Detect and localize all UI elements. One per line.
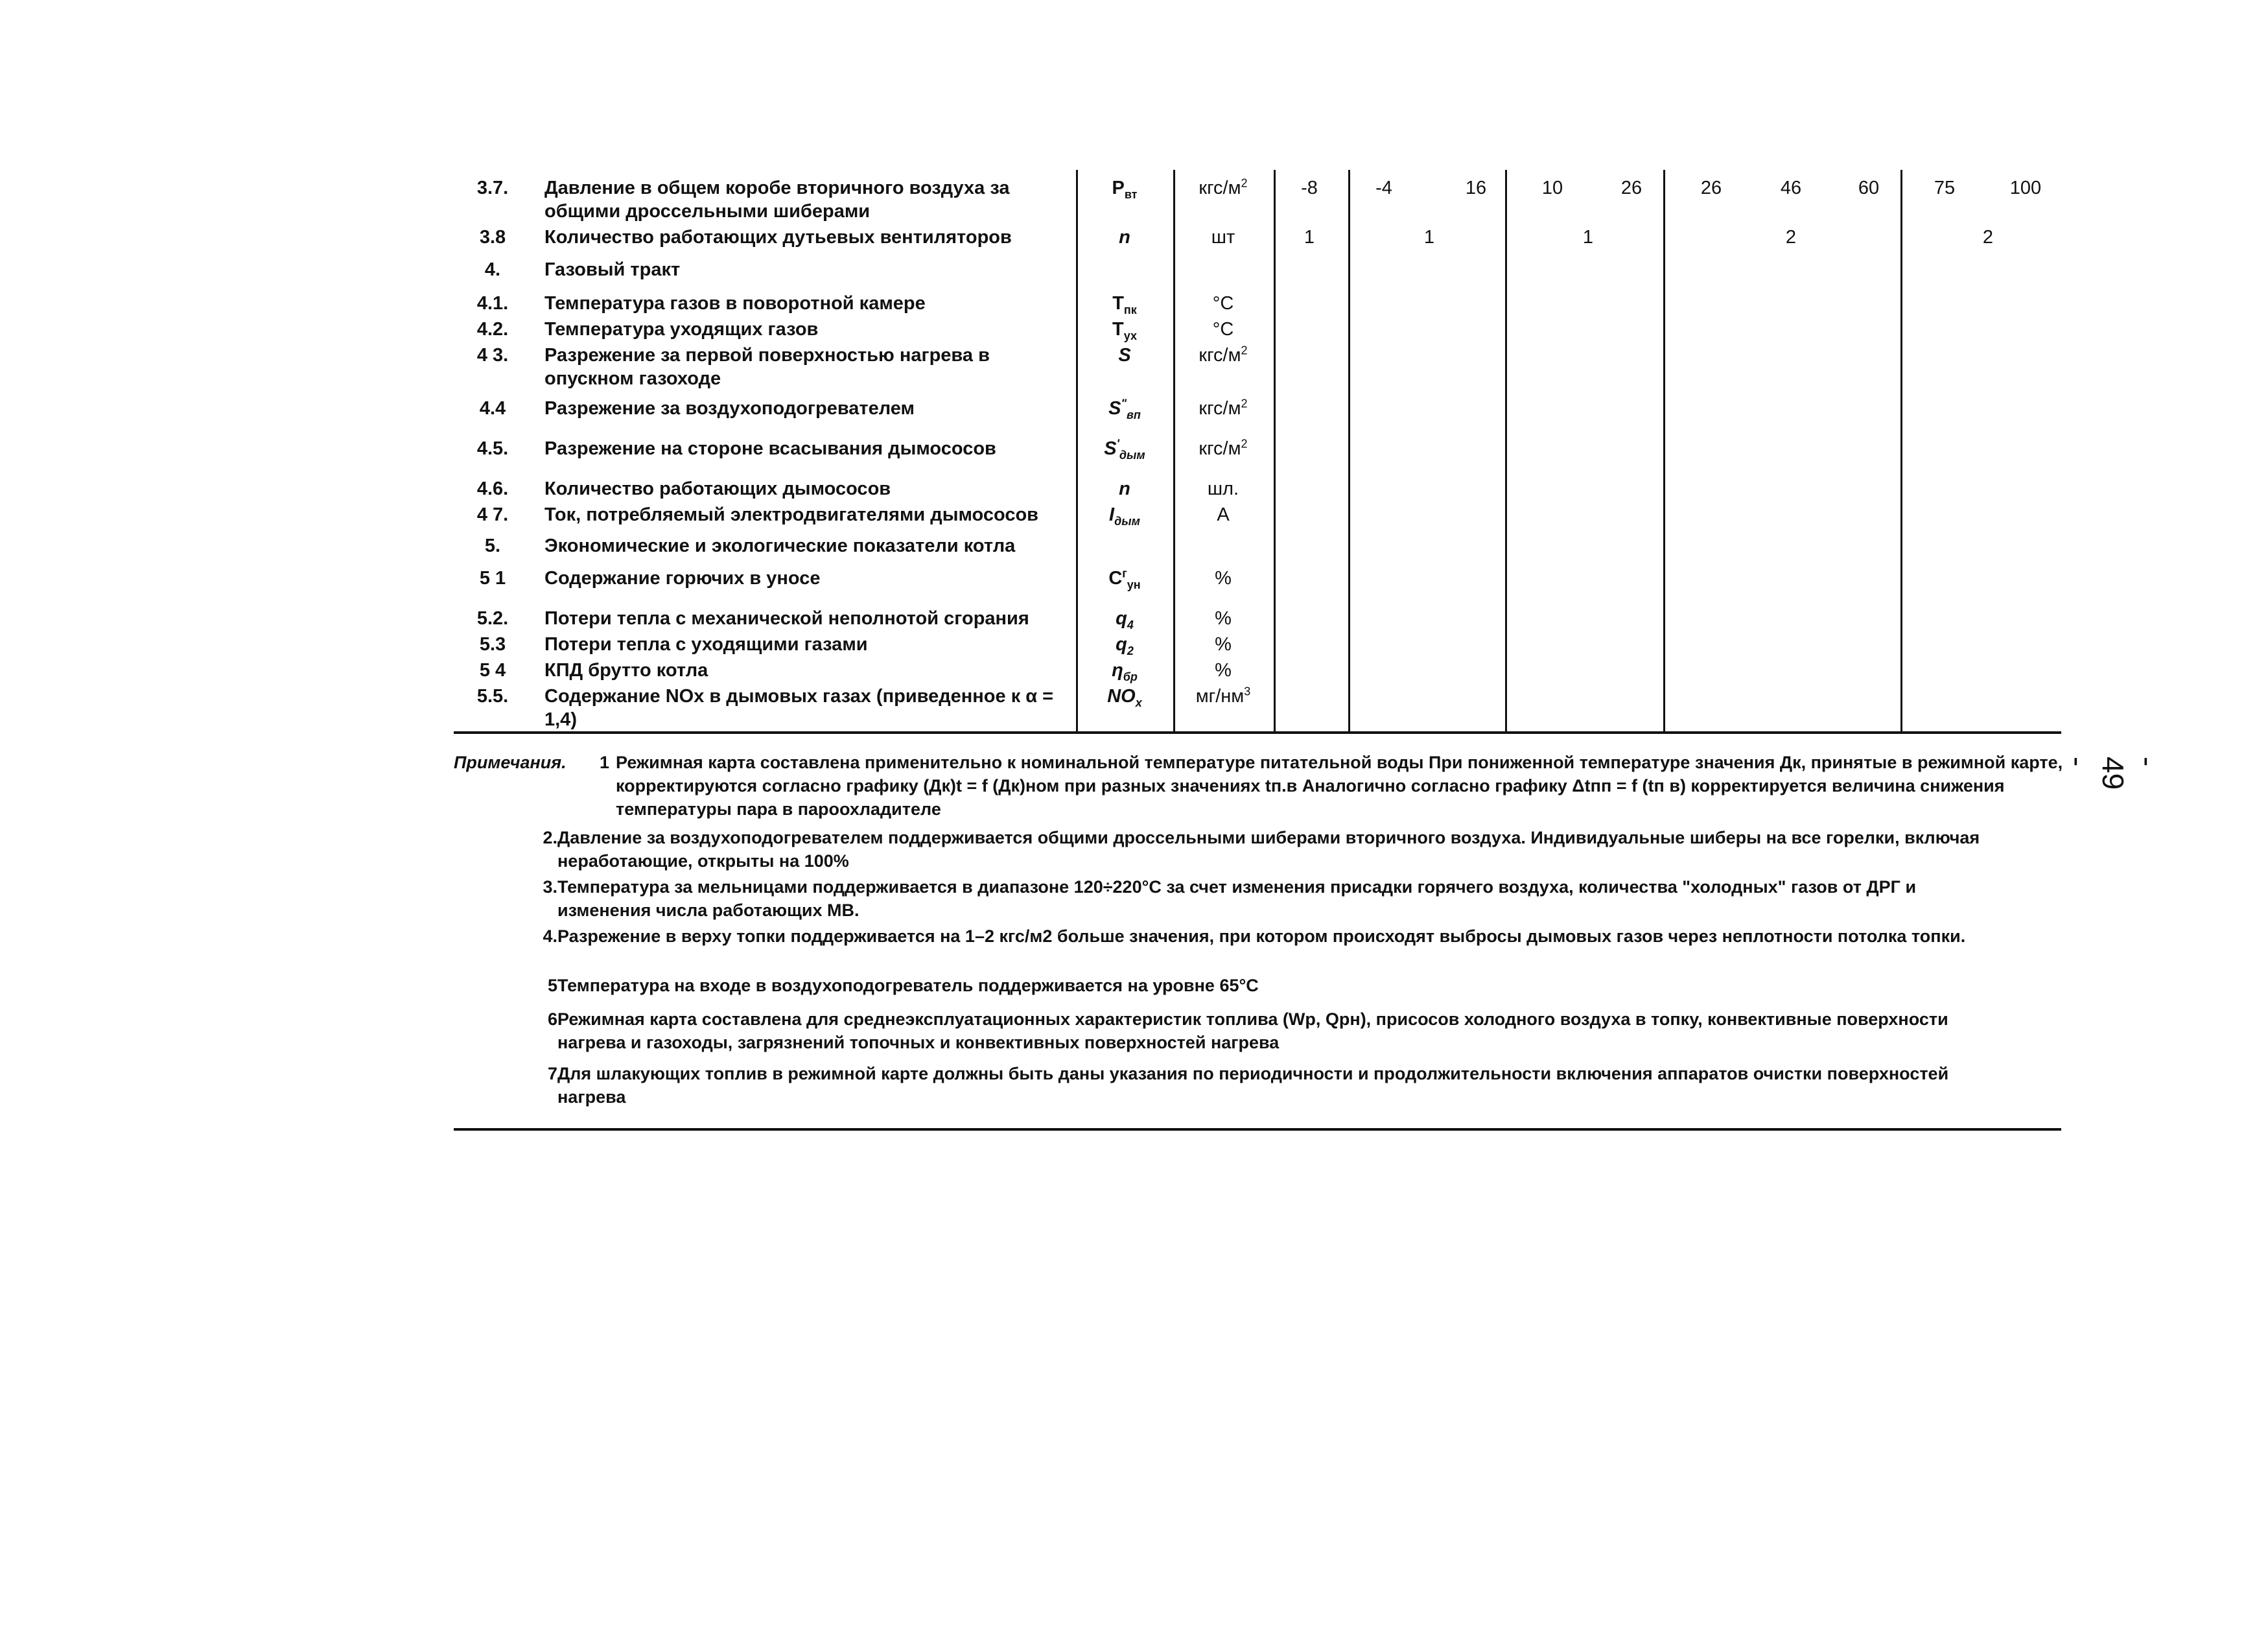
value-cell: 10 (1541, 178, 1563, 198)
note-number: 2. (543, 828, 557, 847)
note-number: 3. (543, 877, 557, 897)
row-label: Разрежение на стороне всасывания дымососов (544, 438, 996, 459)
row-unit: % (1215, 634, 1232, 655)
row-unit: A (1217, 504, 1230, 525)
value-cell: 1 (1304, 227, 1315, 248)
row-label: Разрежение за воздухоподогревателем (544, 398, 915, 419)
value-cell: 100 (2009, 178, 2042, 198)
row-label: Потери тепла с механической неполнотой сгорания (544, 608, 1029, 629)
row-number: 3.8 (479, 227, 506, 248)
regime-card-table (454, 170, 2061, 740)
table-bottom-rule (454, 731, 2061, 734)
note-text: Режимная карта составлена для среднеэксплуатационных характеристик топлива (Wр, Qрн), присосов холодного воздуха в топку, конвективные поверхности нагрева и газоходы, загрязнений топочных и конвективных поверхностей нагрева (557, 1009, 1948, 1052)
value-cell: 60 (1858, 178, 1880, 198)
row-unit: кгс/$м^2$ (1198, 176, 1248, 198)
value-cell: 26 (1700, 178, 1722, 198)
row-number: 4.2. (476, 319, 509, 340)
row-symbol: n (1119, 227, 1130, 248)
row-label: Температура газов в поворотной камере (544, 293, 926, 314)
row-label: Разрежение за первой поверхностью нагрева в опускном газоходе (544, 345, 990, 389)
row-number: 3.7. (476, 178, 509, 198)
note-number: 4. (543, 926, 557, 946)
note-number: 6 (547, 1009, 557, 1029)
note-number: 7 (547, 1064, 557, 1083)
row-unit: кгс/$м^2$ (1198, 437, 1248, 459)
row-symbol: $T_{ух}$ (1112, 319, 1137, 342)
page-number: - 49 - (2061, 757, 2165, 790)
column-divider (1348, 170, 1350, 733)
value-cell: 2 (1785, 227, 1797, 248)
row-symbol: $T_{пк}$ (1112, 293, 1137, 316)
row-number: 5 4 (479, 660, 506, 681)
note-number: 1 (599, 753, 609, 772)
row-number: 5. (484, 536, 501, 556)
notes-bottom-rule (454, 1128, 2061, 1131)
row-number: 4 3. (476, 345, 509, 366)
section-title: Экономические и экологические показатели котла (544, 536, 1016, 556)
row-number: 4.1. (476, 293, 509, 314)
column-divider (1900, 170, 1902, 733)
row-symbol: $C^г_{ун}$ (1108, 567, 1141, 591)
row-unit: кгс/$м^2$ (1198, 344, 1248, 366)
value-cell: 1 (1582, 227, 1594, 248)
row-unit: кгс/$м^2$ (1198, 397, 1248, 419)
row-label: Давление в общем коробе вторичного воздуха за общими дроссельными шиберами (544, 178, 1010, 222)
row-number: 4.5. (476, 438, 509, 459)
note-item (454, 751, 2061, 821)
row-unit: °C (1212, 293, 1234, 314)
row-symbol: $\eta_{бр}$ (1112, 660, 1138, 683)
note-text: Температура на входе в воздухоподогреватель поддерживается на уровне 65°C (557, 976, 1259, 995)
section-title: Газовый тракт (544, 259, 681, 280)
row-number: 5.5. (476, 686, 509, 707)
value-cell: 75 (1934, 178, 1956, 198)
row-unit: шт (1211, 227, 1235, 248)
row-unit: шл. (1207, 478, 1239, 499)
row-number: 5 1 (479, 568, 506, 589)
row-symbol: $I_{дым}$ (1109, 504, 1140, 528)
row-unit: °C (1212, 319, 1234, 340)
row-label: КПД брутто котла (544, 660, 708, 681)
row-unit: % (1215, 660, 1232, 681)
row-label: Ток, потребляемый электродвигателями дымососов (544, 504, 1039, 525)
row-symbol: $NO_x$ (1107, 686, 1142, 709)
row-label: Температура уходящих газов (544, 319, 819, 340)
note-text: Давление за воздухоподогревателем поддерживается общими дроссельными шиберами вторичного воздуха. Индивидуальные шиберы на все горелки, включая неработающие, открыты на 100% (557, 828, 1980, 871)
value-cell: -4 (1375, 178, 1392, 198)
row-symbol: $P_{вт}$ (1112, 178, 1138, 201)
value-cell: 1 (1423, 227, 1435, 248)
row-symbol: $S^"_{вп}$ (1108, 397, 1141, 421)
row-number: 4 7. (476, 504, 509, 525)
row-label: Количество работающих дымососов (544, 478, 891, 499)
row-unit: % (1215, 608, 1232, 629)
note-number: 5 (547, 976, 557, 995)
row-label: Содержание NOx в дымовых газах (приведенное к α = 1,4) (544, 686, 1054, 730)
row-symbol: n (1119, 478, 1130, 499)
note-text: Температура за мельницами поддерживается в диапазоне 120÷220°C за счет изменения присадки горячего воздуха, количества "холодных" газов от ДРГ и изменения числа работающих МВ. (557, 877, 1917, 920)
note-text: Режимная карта составлена применительно к номинальной температуре питательной воды При пониженной температуре значения Дк, принятые в режимной карте, корректируются согласно графику (Дк)t = f (Дк)ном при разных значениях tп.в Аналогично согласно графику Δtпп = f (tп в) корректируется величина снижения температуры пара в пароохладителе (616, 753, 2063, 819)
row-number: 4.6. (476, 478, 509, 499)
notes-heading: Примечания. (454, 753, 567, 772)
row-symbol: S (1118, 345, 1131, 366)
row-label: Содержание горючих в уносе (544, 568, 821, 589)
row-symbol: $q_2$ (1116, 634, 1134, 657)
row-label: Потери тепла с уходящими газами (544, 634, 868, 655)
row-unit: % (1215, 568, 1232, 589)
column-divider (1505, 170, 1507, 733)
column-divider (1663, 170, 1665, 733)
row-symbol: $S'_{дым}$ (1104, 437, 1145, 462)
value-cell: 2 (1982, 227, 1994, 248)
row-number: 4.4 (479, 398, 506, 419)
row-number: 4. (484, 259, 501, 280)
note-text: Для шлакующих топлив в режимной карте должны быть даны указания по периодичности и продолжительности включения аппаратов очистки поверхностей нагрева (557, 1064, 1949, 1107)
row-unit: $мг/нм^3$ (1195, 685, 1251, 707)
value-cell: 26 (1620, 178, 1643, 198)
row-label: Количество работающих дутьевых вентиляторов (544, 227, 1012, 248)
value-cell: -8 (1301, 178, 1318, 198)
note-text: Разрежение в верху топки поддерживается на 1–2 кгс/м2 больше значения, при котором происходят выбросы дымовых газов через неплотности потолка топки. (557, 926, 1966, 946)
row-symbol: $q_4$ (1116, 608, 1134, 631)
row-number: 5.2. (476, 608, 509, 629)
row-number: 5.3 (479, 634, 506, 655)
value-cell: 46 (1780, 178, 1802, 198)
value-cell: 16 (1465, 178, 1487, 198)
column-divider (1274, 170, 1276, 733)
